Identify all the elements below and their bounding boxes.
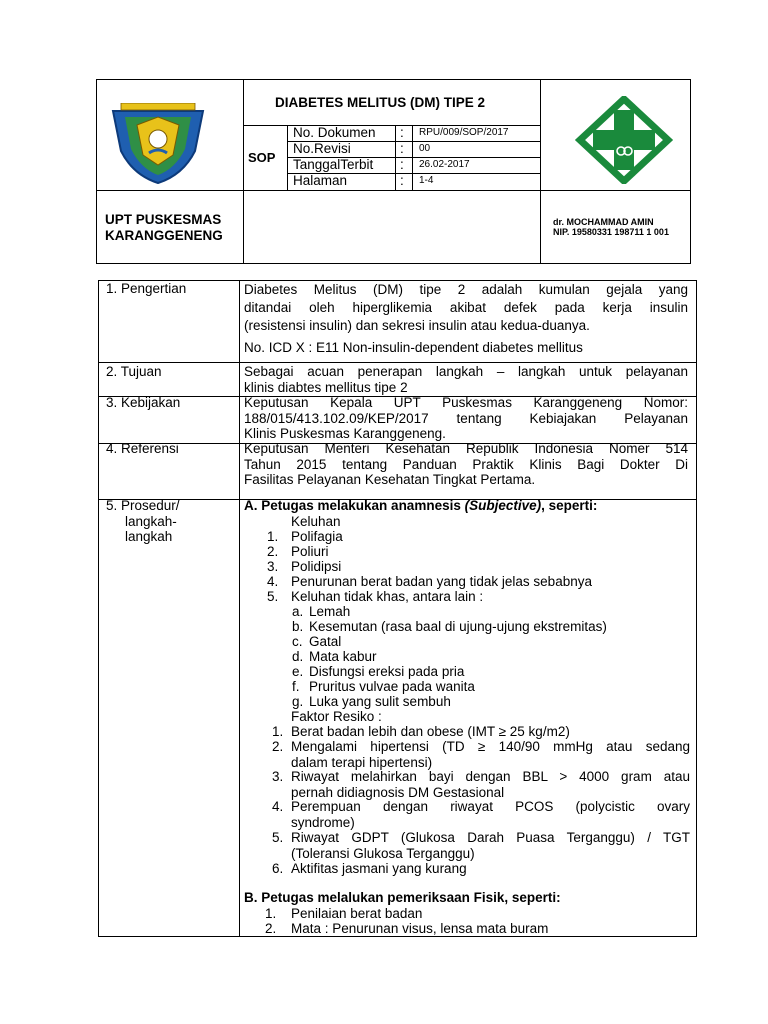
field-value: 00 [419, 143, 431, 154]
text-line: klinis diabtes mellitus tipe 2 [244, 379, 408, 395]
list-item: Penurunan berat badan yang tidak jelas sebabnya [291, 574, 592, 589]
text-line: Klinis Puskesmas Karanggeneng. [244, 426, 446, 441]
list-number: 3. [267, 559, 279, 574]
tujuan-text [244, 364, 688, 395]
text-line: Fasilitas Pelayanan Kesehatan Tingkat Pertama. [244, 472, 536, 487]
organization-name-line2: KARANGGENENG [105, 228, 223, 243]
text-line: Perempuan dengan riwayat PCOS (polycistic ovary [291, 799, 690, 814]
text-line: pernah didiagnosis DM Gestasional [291, 784, 505, 800]
text-line: Mengalami hipertensi (TD ≥ 140/90 mmHg atau sedang [291, 739, 690, 754]
kebijakan-text [244, 395, 688, 442]
section-label-pengertian: 1. Pengertian [106, 281, 187, 296]
list-item: Disfungsi ereksi pada pria [309, 664, 465, 679]
list-letter: a. [292, 604, 304, 619]
section-label-prosedur: langkah [125, 529, 173, 544]
section-label-referensi: 4. Referensi [106, 441, 179, 456]
list-item: Pruritus vulvae pada wanita [309, 679, 475, 694]
field-sep: : [400, 173, 404, 188]
list-number: 2. [272, 739, 284, 754]
list-item: Polifagia [291, 529, 343, 544]
list-item: Kesemutan (rasa baal di ujung-ujung ekstremitas) [309, 619, 607, 634]
referensi-text [244, 441, 688, 488]
list-letter: g. [292, 694, 304, 709]
list-item: Polidipsi [291, 559, 342, 574]
list-number: 1. [267, 529, 279, 544]
list-item [291, 769, 690, 800]
list-item [291, 830, 690, 861]
keluhan-title: Keluhan [291, 514, 341, 529]
list-number: 2. [267, 544, 279, 559]
list-item [291, 799, 690, 830]
text-line: Keputusan Menteri Kesehatan Republik Indonesia Nomer 514 [244, 441, 688, 456]
list-number: 1. [272, 724, 284, 739]
field-label: No. Dokumen [293, 125, 376, 140]
section-label-tujuan: 2. Tujuan [106, 364, 162, 379]
field-sep: : [400, 141, 404, 156]
section-label-kebijakan: 3. Kebijakan [106, 395, 181, 410]
text-line: (Toleransi Glukosa Terganggu) [291, 845, 475, 861]
regency-emblem-logo [103, 103, 213, 185]
list-item: Luka yang sulit sembuh [309, 694, 451, 709]
anamnesis-heading-italic: (Subjective) [464, 498, 542, 513]
list-number: 5. [272, 830, 284, 845]
field-sep: : [400, 125, 404, 140]
text-line: 188/015/413.102.09/KEP/2017 tentang Kebiajakan Pelayanan [244, 410, 688, 426]
field-label: No.Revisi [293, 141, 351, 156]
list-number: 5. [267, 589, 279, 604]
text-line: Riwayat melahirkan bayi dengan BBL > 4000 gram atau [291, 769, 690, 784]
list-letter: f. [292, 679, 300, 694]
list-number: 4. [272, 799, 284, 814]
puskesmas-logo [575, 96, 673, 184]
list-item: Aktifitas jasmani yang kurang [291, 861, 467, 876]
list-item: Poliuri [291, 544, 329, 559]
text-line: syndrome) [291, 814, 355, 830]
text-line: Riwayat GDPT (Glukosa Darah Puasa Terganggu) / TGT [291, 830, 690, 845]
list-item: Penilaian berat badan [291, 906, 423, 921]
list-item: Gatal [309, 634, 342, 649]
signer-nip: NIP. 19580331 198711 1 001 [553, 227, 669, 237]
sop-label: SOP [248, 150, 276, 165]
text-line: Keputusan Kepala UPT Puskesmas Karanggeneng Nomor: [244, 395, 688, 410]
text-line: (resistensi insulin) dan sekresi insulin atau kedua-duanya. [244, 318, 590, 333]
list-item: Mata kabur [309, 649, 377, 664]
pemeriksaan-fisik-heading: B. Petugas melalukan pemeriksaan Fisik, seperti: [244, 890, 561, 905]
field-value: RPU/009/SOP/2017 [419, 127, 509, 138]
text-line: Sebagai acuan penerapan langkah – langkah untuk pelayanan [244, 364, 688, 379]
field-value: 1-4 [419, 175, 434, 186]
sop-title: DIABETES MELITUS (DM) TIPE 2 [275, 95, 486, 110]
field-value: 26.02-2017 [419, 159, 470, 170]
list-letter: e. [292, 664, 304, 679]
list-letter: d. [292, 649, 304, 664]
organization-name-line1: UPT PUSKESMAS [105, 212, 222, 227]
faktor-resiko-title: Faktor Resiko : [291, 709, 382, 724]
text-line: Diabetes Melitus (DM) tipe 2 adalah kumulan gejala yang [244, 282, 688, 297]
list-number: 2. [265, 921, 277, 936]
list-item: Berat badan lebih dan obese (IMT ≥ 25 kg/m2) [291, 724, 570, 739]
anamnesis-heading-suffix: , seperti: [541, 498, 598, 513]
signer-name: dr. MOCHAMMAD AMIN [553, 217, 654, 227]
anamnesis-heading-prefix: A. Petugas melakukan anamnesis [244, 498, 465, 513]
field-sep: : [400, 157, 404, 172]
list-number: 1. [265, 906, 277, 921]
text-line: ditandai oleh hiperglikemia akibat defek pada kerja insulin [244, 300, 688, 315]
field-label: TanggalTerbit [293, 157, 374, 172]
list-number: 4. [267, 574, 279, 589]
anamnesis-heading [244, 498, 597, 513]
list-letter: c. [292, 634, 303, 649]
pengertian-text [244, 281, 688, 335]
list-item: Keluhan tidak khas, antara lain : [291, 589, 484, 604]
icd-code: No. ICD X : E11 Non-insulin-dependent diabetes mellitus [244, 340, 583, 355]
list-number: 3. [272, 769, 284, 784]
list-item: Lemah [309, 604, 351, 619]
field-label: Halaman [293, 173, 348, 188]
list-letter: b. [292, 619, 304, 634]
text-line: dalam terapi hipertensi) [291, 754, 433, 770]
list-item: Mata : Penurunan visus, lensa mata buram [291, 921, 549, 936]
text-line: Tahun 2015 tentang Panduan Praktik Klinis Bagi Dokter Di [244, 456, 688, 472]
section-label-prosedur: 5. Prosedur/ [106, 498, 180, 513]
list-number: 6. [272, 861, 284, 876]
section-label-prosedur: langkah- [125, 514, 177, 529]
list-item [291, 739, 690, 770]
